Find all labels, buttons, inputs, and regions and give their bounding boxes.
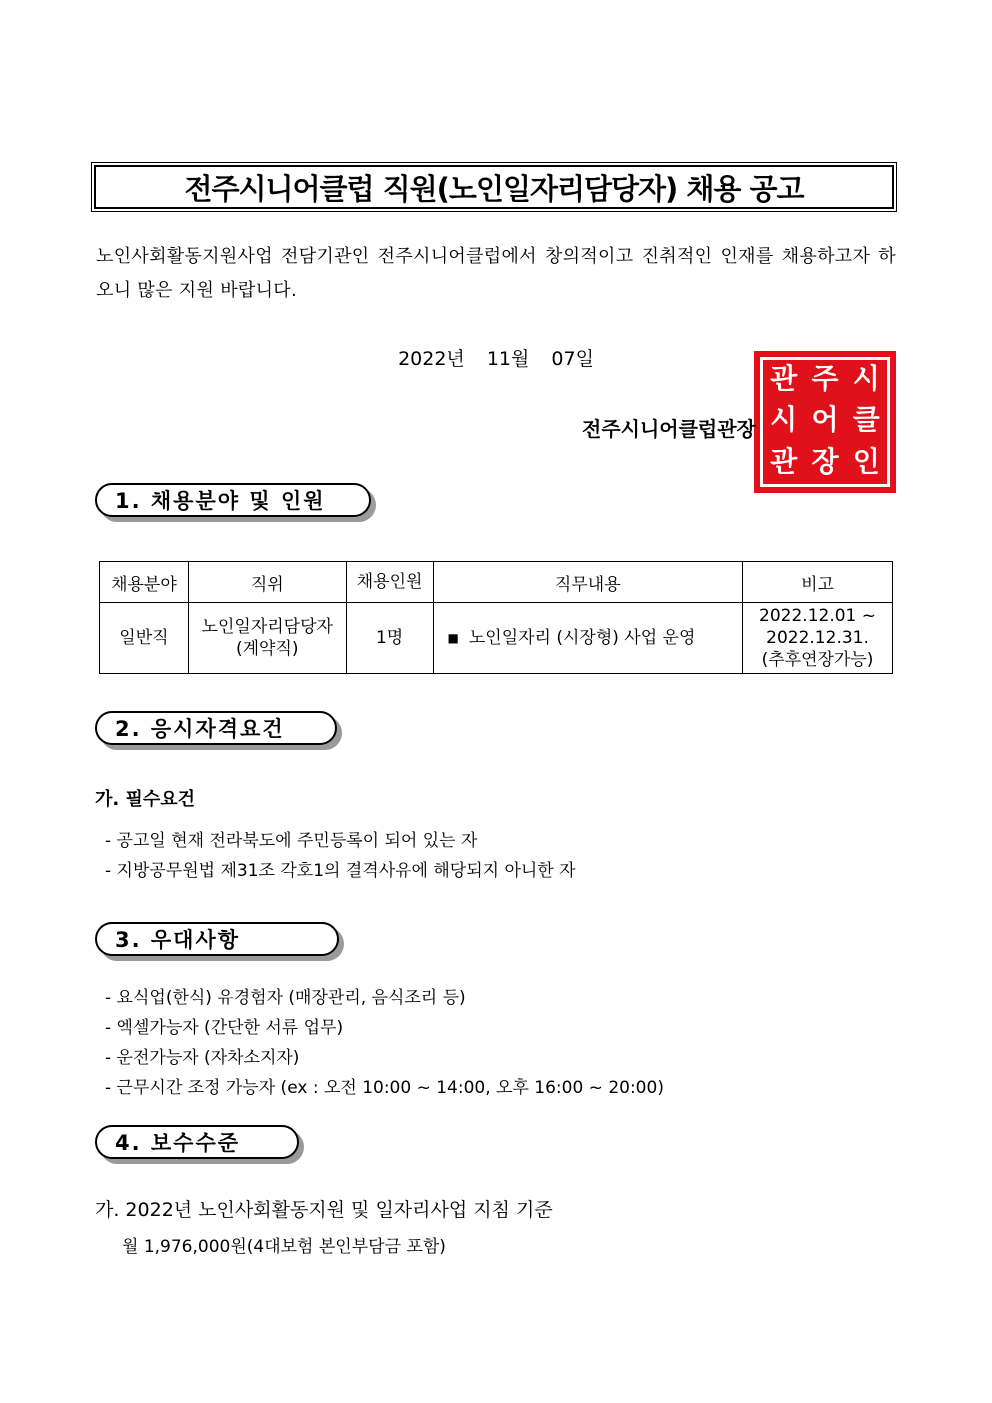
table-row — [100, 603, 893, 674]
requirements-subtitle: 가. 필수요건 — [95, 789, 196, 810]
cell-count: 1명 — [346, 603, 433, 674]
list-item: - 근무시간 조정 가능자 (ex : 오전 10:00 ~ 14:00, 오후 16:00 ~ 20:00) — [105, 1073, 664, 1103]
section-heading-preferences: 3. 우대사항 — [95, 922, 339, 956]
page-title: 전주시니어클럽 직원(노인일자리담당자) 채용 공고 — [94, 165, 894, 209]
official-seal-stamp: 관 주 시 시 어 클 관 장 인 — [754, 351, 896, 493]
intro-paragraph: 노인사회활동지원사업 전담기관인 전주시니어클럽에서 창의적이고 진취적인 인재를 채용하고자 하오니 많은 지원 바랍니다. — [96, 246, 896, 301]
section-heading-qualifications: 2. 응시자격요건 — [95, 711, 337, 745]
cell-duty: ■ 노인일자리 (시장형) 사업 운영 — [433, 603, 743, 674]
requirements-list — [105, 826, 576, 886]
salary-basis: 가. 2022년 노인사회활동지원 및 일자리사업 지침 기준 — [95, 1199, 553, 1221]
recruitment-table — [99, 561, 893, 674]
header-position: 직위 — [188, 562, 346, 603]
table-header-row — [100, 562, 893, 603]
cell-note: 2022.12.01 ~ 2022.12.31. (추후연장가능) — [743, 603, 893, 674]
section-heading-recruitment: 1. 채용분야 및 인원 — [95, 483, 371, 517]
header-count: 채용인원 — [346, 562, 433, 603]
preferences-list — [105, 983, 664, 1103]
cell-position: 노인일자리담당자 (계약직) — [188, 603, 346, 674]
header-field: 채용분야 — [100, 562, 189, 603]
bullet-square-icon: ■ — [447, 631, 459, 645]
cell-field: 일반직 — [100, 603, 189, 674]
salary-amount: 월 1,976,000원(4대보험 본인부담금 포함) — [122, 1237, 446, 1257]
section-heading-salary: 4. 보수수준 — [95, 1125, 299, 1159]
list-item: - 운전가능자 (자차소지자) — [105, 1043, 664, 1073]
header-note: 비고 — [743, 562, 893, 603]
date-month: 11월 — [486, 348, 530, 370]
date-year: 2022년 — [398, 348, 465, 370]
list-item: - 요식업(한식) 유경험자 (매장관리, 음식조리 등) — [105, 983, 664, 1013]
signer-name: 전주시니어클럽관장 — [582, 417, 756, 441]
date-day: 07일 — [551, 348, 594, 370]
list-item: - 엑셀가능자 (간단한 서류 업무) — [105, 1013, 664, 1043]
header-duty: 직무내용 — [433, 562, 743, 603]
list-item: - 공고일 현재 전라북도에 주민등록이 되어 있는 자 — [105, 826, 576, 856]
list-item: - 지방공무원법 제31조 각호1의 결격사유에 해당되지 아니한 자 — [105, 856, 576, 886]
